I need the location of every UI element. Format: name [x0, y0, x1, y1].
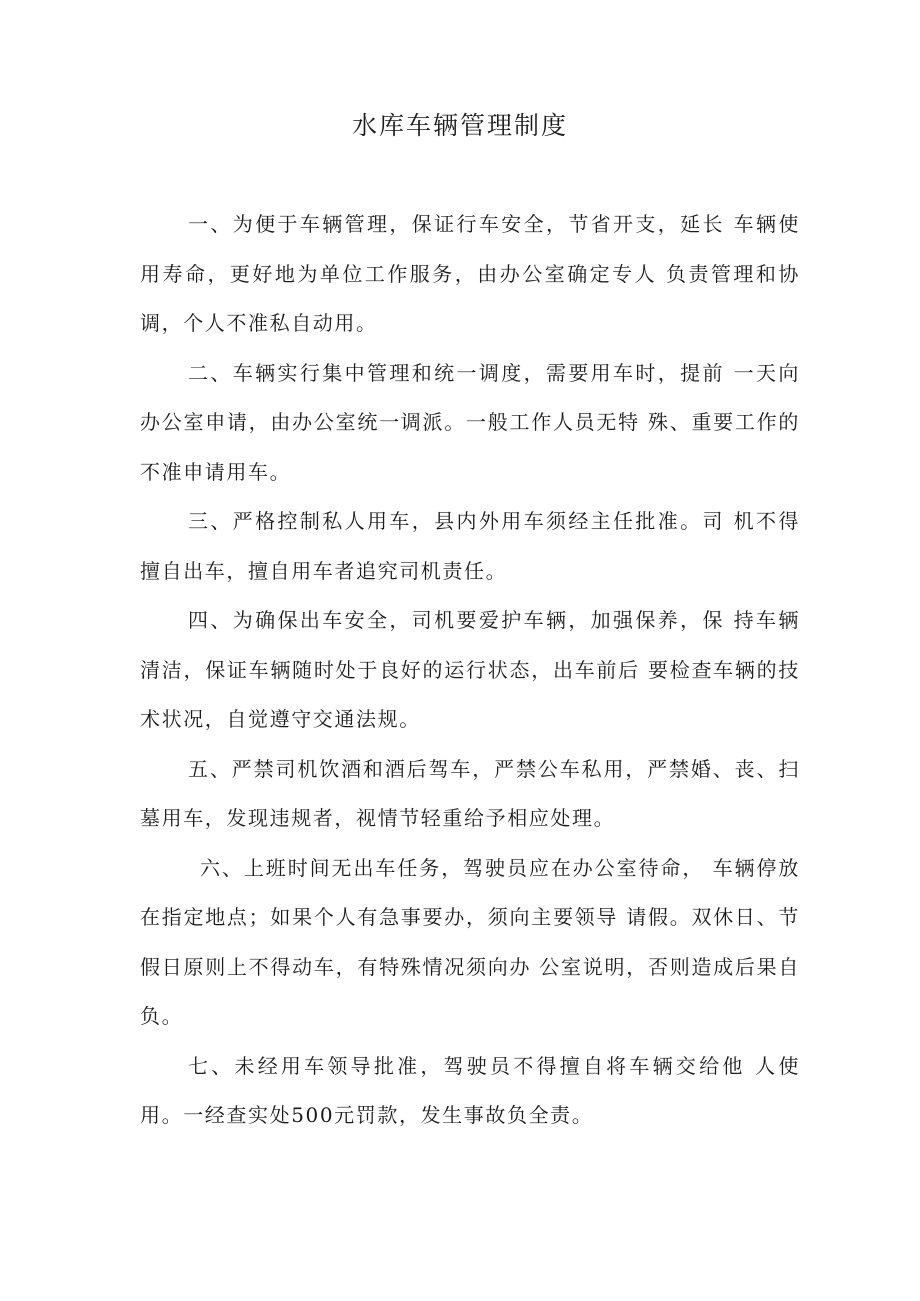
paragraph-7: 七、未经用车领导批准，驾驶员不得擅自将车辆交给他 人使用。一经查实处500元罚款，发生事故负全责。 — [140, 1053, 800, 1127]
document-title: 水库车辆管理制度 — [351, 111, 568, 140]
document-body — [140, 200, 800, 1141]
paragraph-4: 四、为确保出车安全，司机要爱护车辆，加强保养，保 持车辆清洁，保证车辆随时处于良好的运行状态，出车前后 要检查车辆的技术状况，自觉遵守交通法规。 — [140, 608, 800, 731]
paragraph-3: 三、严格控制私人用车，县内外用车须经主任批准。司 机不得擅自出车，擅自用车者追究司机责任。 — [140, 509, 800, 583]
paragraph-5: 五、严禁司机饮酒和酒后驾车，严禁公车私用，严禁婚、丧、扫墓用车，发现违规者，视情节轻重给予相应处理。 — [140, 756, 800, 830]
paragraph-6: 六、上班时间无出车任务，驾驶员应在办公室待命， 车辆停放在指定地点；如果个人有急事要办，须向主要领导 请假。双休日、节假日原则上不得动车，有特殊情况须向办 公室说明，否则造成后果自负。 — [140, 855, 800, 1028]
paragraph-2: 二、车辆实行集中管理和统一调度，需要用车时，提前 一天向办公室申请，由办公室统一调派。一般工作人员无特 殊、重要工作的不准申请用车。 — [140, 360, 800, 484]
paragraph-1: 一、为便于车辆管理，保证行车安全，节省开支，延长 车辆使用寿命，更好地为单位工作服务，由办公室确定专人 负责管理和协调，个人不准私自动用。 — [140, 212, 800, 335]
